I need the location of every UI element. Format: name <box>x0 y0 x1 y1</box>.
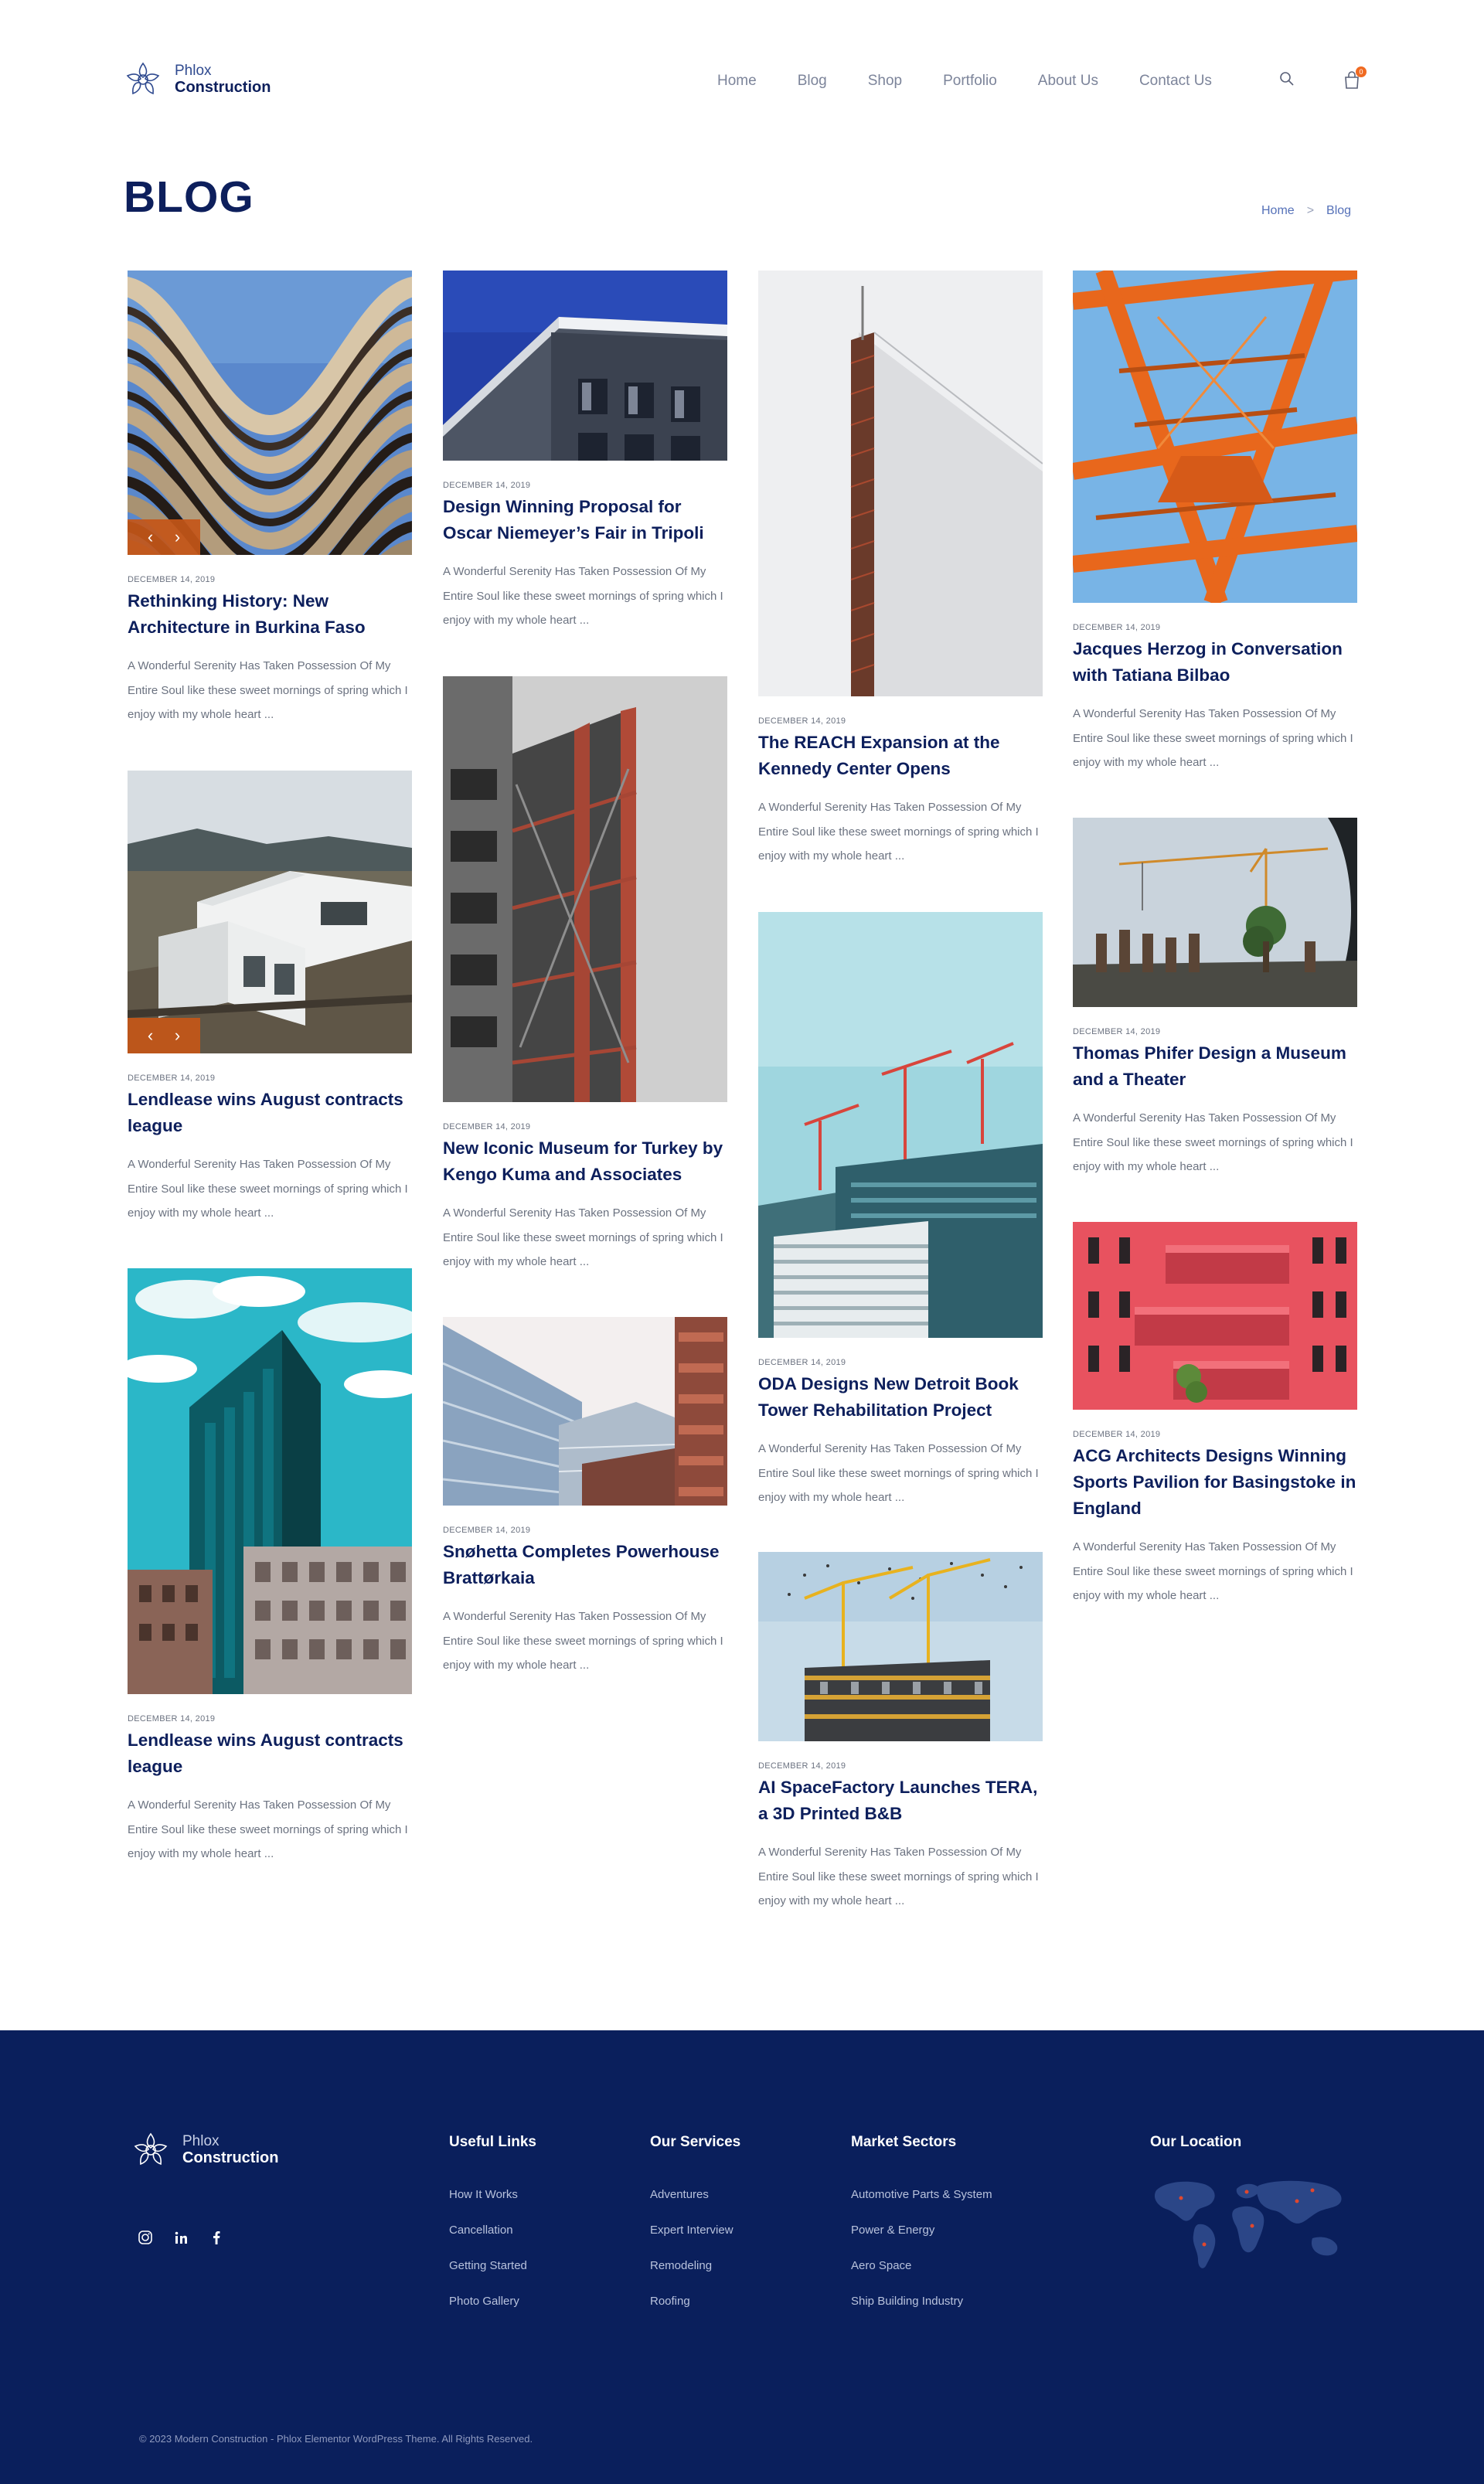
post-card[interactable] <box>1073 818 1357 1179</box>
slider-controls <box>128 519 200 555</box>
curved-facade-image <box>128 271 412 555</box>
post-title[interactable]: Lendlease wins August contracts league <box>128 1730 403 1776</box>
post-date: DECEMBER 14, 2019 <box>443 481 531 490</box>
post-excerpt: A Wonderful Serenity Has Taken Possession Of My Entire Soul like these sweet mornings of spring which I enjoy with my whole heart ... <box>443 565 723 627</box>
logo-title: Phlox <box>175 62 212 79</box>
steel-frame-tower-image <box>443 676 727 1102</box>
post-thumbnail[interactable] <box>443 271 727 461</box>
post-thumbnail[interactable] <box>758 1552 1043 1741</box>
post-thumbnail[interactable] <box>1073 818 1357 1007</box>
cart-icon[interactable] <box>1343 68 1363 94</box>
lotus-logo-icon <box>124 60 162 99</box>
footer-logo-title: Phlox <box>182 2132 220 2149</box>
post-title[interactable]: ODA Designs New Detroit Book Tower Rehabilitation Project <box>758 1374 1019 1420</box>
logo-subtitle: Construction <box>175 79 271 97</box>
post-date: DECEMBER 14, 2019 <box>128 575 216 584</box>
post-title[interactable]: Snøhetta Completes Powerhouse Brattørkaia <box>443 1542 720 1587</box>
post-excerpt: A Wonderful Serenity Has Taken Possession Of My Entire Soul like these sweet mornings of spring which I enjoy with my whole heart ... <box>443 1206 723 1268</box>
footer-column-title: Market Sectors <box>851 2134 957 2150</box>
post-date: DECEMBER 14, 2019 <box>128 1074 216 1083</box>
page-title: BLOG <box>124 172 254 222</box>
copyright-text: © 2023 Modern Construction - Phlox Elementor WordPress Theme. All Rights Reserved. <box>139 2433 533 2445</box>
footer-logo[interactable] <box>131 2131 278 2169</box>
site-footer <box>0 2030 1484 2484</box>
post-date: DECEMBER 14, 2019 <box>128 1714 216 1723</box>
footer-link[interactable]: Photo Gallery <box>449 2295 519 2308</box>
slider-next-button[interactable]: › <box>174 1026 181 1045</box>
breadcrumb-current: Blog <box>1326 204 1352 217</box>
footer-market-sectors <box>851 2134 992 2330</box>
post-title[interactable]: Lendlease wins August contracts league <box>128 1090 403 1135</box>
footer-useful-links <box>449 2134 536 2330</box>
post-title[interactable]: AI SpaceFactory Launches TERA, a 3D Printed B&B <box>758 1778 1038 1823</box>
post-title[interactable]: Rethinking History: New Architecture in Burkina Faso <box>128 591 366 637</box>
post-date: DECEMBER 14, 2019 <box>443 1122 531 1131</box>
post-card[interactable] <box>128 771 412 1226</box>
footer-link[interactable]: Remodeling <box>650 2259 713 2272</box>
post-date: DECEMBER 14, 2019 <box>758 716 846 726</box>
nav-about-us[interactable]: About Us <box>1037 73 1098 89</box>
footer-link[interactable]: Ship Building Industry <box>851 2295 964 2308</box>
breadcrumb-home[interactable]: Home <box>1261 204 1295 217</box>
cranes-skyline-image <box>758 912 1043 1338</box>
footer-link[interactable]: Automotive Parts & System <box>851 2188 992 2201</box>
footer-link[interactable]: Aero Space <box>851 2259 912 2272</box>
cart-count-badge: 0 <box>1356 66 1367 77</box>
footer-logo-subtitle: Construction <box>182 2149 279 2167</box>
post-excerpt: A Wonderful Serenity Has Taken Possession Of My Entire Soul like these sweet mornings of spring which I enjoy with my whole heart ... <box>128 1798 408 1860</box>
post-date: DECEMBER 14, 2019 <box>443 1526 531 1535</box>
angled-building-image <box>443 271 727 461</box>
post-excerpt: A Wonderful Serenity Has Taken Possession Of My Entire Soul like these sweet mornings of spring which I enjoy with my whole heart ... <box>758 1846 1039 1907</box>
nav-blog[interactable]: Blog <box>797 73 827 89</box>
post-excerpt: A Wonderful Serenity Has Taken Possession Of My Entire Soul like these sweet mornings of spring which I enjoy with my whole heart ... <box>758 801 1039 863</box>
post-date: DECEMBER 14, 2019 <box>1073 623 1161 632</box>
lotus-logo-icon <box>131 2131 170 2169</box>
post-excerpt: A Wonderful Serenity Has Taken Possession Of My Entire Soul like these sweet mornings of spring which I enjoy with my whole heart ... <box>128 1158 408 1220</box>
post-excerpt: A Wonderful Serenity Has Taken Possession Of My Entire Soul like these sweet mornings of spring which I enjoy with my whole heart ... <box>1073 1540 1353 1602</box>
linkedin-icon[interactable] <box>173 2230 189 2249</box>
post-card[interactable] <box>128 1268 412 1866</box>
post-thumbnail[interactable] <box>443 676 727 1102</box>
building-site-birds-image <box>758 1552 1043 1741</box>
footer-location <box>1150 2134 1241 2151</box>
slider-prev-button[interactable]: ‹ <box>147 527 154 546</box>
footer-column-title: Our Services <box>650 2134 741 2150</box>
post-card[interactable] <box>128 271 412 727</box>
footer-link[interactable]: How It Works <box>449 2188 518 2201</box>
post-thumbnail[interactable] <box>1073 1222 1357 1410</box>
footer-column-title: Useful Links <box>449 2134 536 2150</box>
footer-link[interactable]: Getting Started <box>449 2259 527 2272</box>
post-card[interactable] <box>758 271 1043 869</box>
social-links <box>138 2230 244 2249</box>
red-balconies-image <box>1073 1222 1357 1410</box>
orange-staircase-image <box>1073 271 1357 603</box>
footer-link[interactable]: Roofing <box>650 2295 690 2308</box>
post-thumbnail[interactable] <box>128 1268 412 1694</box>
site-logo[interactable] <box>124 60 271 99</box>
instagram-icon[interactable] <box>138 2230 153 2249</box>
post-title[interactable]: ACG Architects Designs Winning Sports Pavilion for Basingstoke in England <box>1073 1446 1356 1518</box>
footer-services <box>650 2134 740 2330</box>
footer-link[interactable]: Cancellation <box>449 2224 513 2237</box>
post-card[interactable] <box>1073 271 1357 775</box>
post-date: DECEMBER 14, 2019 <box>758 1761 846 1771</box>
post-thumbnail[interactable] <box>758 912 1043 1338</box>
slider-controls <box>128 1018 200 1053</box>
search-icon[interactable] <box>1279 71 1295 90</box>
post-excerpt: A Wonderful Serenity Has Taken Possession Of My Entire Soul like these sweet mornings of spring which I enjoy with my whole heart ... <box>1073 1111 1353 1173</box>
glass-offices-image <box>443 1317 727 1506</box>
world-map-icon[interactable] <box>1150 2175 1353 2275</box>
footer-link[interactable]: Adventures <box>650 2188 709 2201</box>
glass-tower-image <box>128 1268 412 1694</box>
post-card[interactable] <box>443 271 727 633</box>
nav-portfolio[interactable]: Portfolio <box>943 73 997 89</box>
modular-house-image <box>128 771 412 1053</box>
nav-home[interactable]: Home <box>717 73 757 89</box>
post-card[interactable] <box>758 912 1043 1510</box>
post-title[interactable]: Jacques Herzog in Conversation with Tatiana Bilbao <box>1073 639 1343 685</box>
post-excerpt: A Wonderful Serenity Has Taken Possession Of My Entire Soul like these sweet mornings of spring which I enjoy with my whole heart ... <box>1073 707 1353 769</box>
post-card[interactable] <box>1073 1222 1357 1608</box>
post-thumbnail[interactable] <box>1073 271 1357 603</box>
post-card[interactable] <box>758 1552 1043 1914</box>
site-header <box>0 0 1484 162</box>
footer-link[interactable]: Expert Interview <box>650 2224 733 2237</box>
post-card[interactable] <box>443 676 727 1274</box>
scaffold-tower-image <box>758 271 1043 696</box>
post-date: DECEMBER 14, 2019 <box>1073 1430 1161 1439</box>
nav-shop[interactable]: Shop <box>867 73 903 89</box>
post-card[interactable] <box>443 1317 727 1678</box>
breadcrumb <box>1261 204 1351 218</box>
facebook-icon[interactable] <box>209 2230 224 2249</box>
breadcrumb-separator: > <box>1306 204 1315 217</box>
slider-prev-button[interactable]: ‹ <box>147 1026 154 1045</box>
post-thumbnail[interactable] <box>443 1317 727 1506</box>
footer-link[interactable]: Power & Energy <box>851 2224 935 2237</box>
post-thumbnail[interactable] <box>128 271 412 555</box>
main-nav <box>717 73 1253 90</box>
slider-next-button[interactable]: › <box>174 527 181 546</box>
post-date: DECEMBER 14, 2019 <box>1073 1027 1161 1036</box>
crane-tree-image <box>1073 818 1357 1007</box>
nav-contact-us[interactable]: Contact Us <box>1139 73 1212 89</box>
post-excerpt: A Wonderful Serenity Has Taken Possession Of My Entire Soul like these sweet mornings of spring which I enjoy with my whole heart ... <box>443 1610 723 1672</box>
post-title[interactable]: New Iconic Museum for Turkey by Kengo Kuma and Associates <box>443 1138 723 1184</box>
post-title[interactable]: Thomas Phifer Design a Museum and a Theater <box>1073 1043 1346 1089</box>
post-thumbnail[interactable] <box>758 271 1043 696</box>
post-title[interactable]: Design Winning Proposal for Oscar Niemeyer’s Fair in Tripoli <box>443 497 704 543</box>
post-title[interactable]: The REACH Expansion at the Kennedy Center Opens <box>758 733 1000 778</box>
footer-column-title: Our Location <box>1150 2134 1242 2150</box>
post-excerpt: A Wonderful Serenity Has Taken Possession Of My Entire Soul like these sweet mornings of spring which I enjoy with my whole heart ... <box>758 1442 1039 1504</box>
post-date: DECEMBER 14, 2019 <box>758 1358 846 1367</box>
post-excerpt: A Wonderful Serenity Has Taken Possession Of My Entire Soul like these sweet mornings of spring which I enjoy with my whole heart ... <box>128 659 408 721</box>
post-thumbnail[interactable] <box>128 771 412 1053</box>
